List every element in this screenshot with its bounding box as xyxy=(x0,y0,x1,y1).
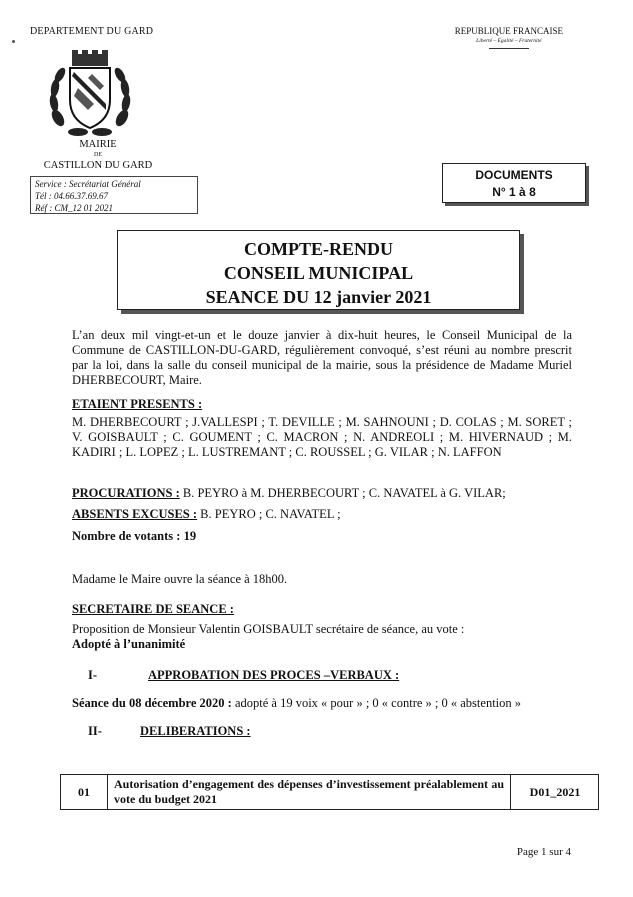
republic-motto: Liberté – Égalité – Fraternité xyxy=(476,38,542,44)
opening-statement: Madame le Maire ouvre la séance à 18h00. xyxy=(72,572,288,586)
presents-list: M. DHERBECOURT ; J.VALLESPI ; T. DEVILLE ; M. SAHNOUNI ; D. COLAS ; M. SORET ; V. GOISBAULT ; C. GOUMENT ; C. MACRON ; N. ANDREOLI ; M. HIVERNAUD ; M. KADIRI ; L. LOPEZ ; L. LUSTREMANT ; C. ROUSSEL ; G. VILAR ; N. LAFFON xyxy=(72,415,572,459)
department-name: DEPARTEMENT DU GARD xyxy=(30,26,154,37)
section-1-number: I- xyxy=(88,668,98,682)
deliberation-title: Autorisation d’engagement des dépenses d’investissement préalablement au vote du budget 2021 xyxy=(108,775,511,809)
section-1-heading xyxy=(72,668,572,683)
secretary-label: SECRETAIRE DE SEANCE : xyxy=(72,602,234,616)
section-1-title: APPROBATION DES PROCES –VERBAUX : xyxy=(148,668,400,682)
mairie-label: MAIRIE xyxy=(79,139,117,150)
secretary-proposal: Proposition de Monsieur Valentin GOISBAULT secrétaire de séance, au vote : xyxy=(72,622,465,636)
town-name: CASTILLON DU GARD xyxy=(43,160,153,171)
service-phone: Tél : 04.66.37.69.67 xyxy=(35,191,108,201)
deliberation-code: D01_2021 xyxy=(529,784,581,799)
mairie-block xyxy=(28,138,168,172)
procurations-line xyxy=(72,486,572,501)
absents-line xyxy=(72,507,572,522)
secretary-section xyxy=(72,602,572,652)
seance-approval-text: adopté à 19 voix « pour » ; 0 « contre » ; 0 « abstention » xyxy=(231,696,522,710)
page-number: Page 1 sur 4 xyxy=(516,846,571,858)
secretary-result: Adopté à l’unanimité xyxy=(72,637,186,651)
documents-label: DOCUMENTS xyxy=(475,168,553,182)
deliberation-number: 01 xyxy=(61,775,108,809)
absents-label: ABSENTS EXCUSES : xyxy=(72,507,198,521)
mairie-de: DE xyxy=(94,152,102,158)
republic-divider xyxy=(489,48,529,49)
republic-title: REPUBLIQUE FRANCAISE xyxy=(454,26,563,36)
title-line-1: COMPTE-RENDU xyxy=(244,239,393,259)
seance-approval xyxy=(72,696,572,711)
presents-label: ETAIENT PRESENTS : xyxy=(72,397,203,411)
procurations-text: B. PEYRO à M. DHERBECOURT ; C. NAVATEL à G. VILAR; xyxy=(179,486,506,500)
scan-dot xyxy=(12,40,15,43)
section-2-heading xyxy=(76,724,576,739)
title-line-2: CONSEIL MUNICIPAL xyxy=(223,263,414,283)
service-line: Service : Secrétariat Général xyxy=(35,179,141,189)
seance-approval-label: Séance du 08 décembre 2020 : xyxy=(72,696,232,710)
service-box xyxy=(30,176,198,214)
town-crest-icon xyxy=(48,48,132,140)
procurations-label: PROCURATIONS : xyxy=(72,486,180,500)
documents-box xyxy=(442,163,586,203)
section-2-title: DELIBERATIONS : xyxy=(140,724,251,738)
section-2-number: II- xyxy=(88,724,102,738)
presents-section xyxy=(72,397,572,460)
absents-text: B. PEYRO ; C. NAVATEL ; xyxy=(197,507,341,521)
service-reference: Réf : CM_12 01 2021 xyxy=(35,203,113,213)
deliberation-row xyxy=(60,774,599,810)
documents-range: N° 1 à 8 xyxy=(492,185,536,199)
title-box xyxy=(117,230,520,310)
title-line-3: SEANCE DU 12 janvier 2021 xyxy=(205,287,432,307)
intro-paragraph: L’an deux mil vingt-et-un et le douze janvier à dix-huit heures, le Conseil Municipal de la Commune de CASTILLON-DU-GARD, régulièrement convoqué, s’est réuni au nombre prescrit par la loi, dans la salle du conseil municipal de la mairie, sous la présidence de Madame Muriel DHERBECOURT, Maire. xyxy=(72,328,572,387)
votants-count: Nombre de votants : 19 xyxy=(72,529,197,543)
republic-header xyxy=(455,26,563,49)
